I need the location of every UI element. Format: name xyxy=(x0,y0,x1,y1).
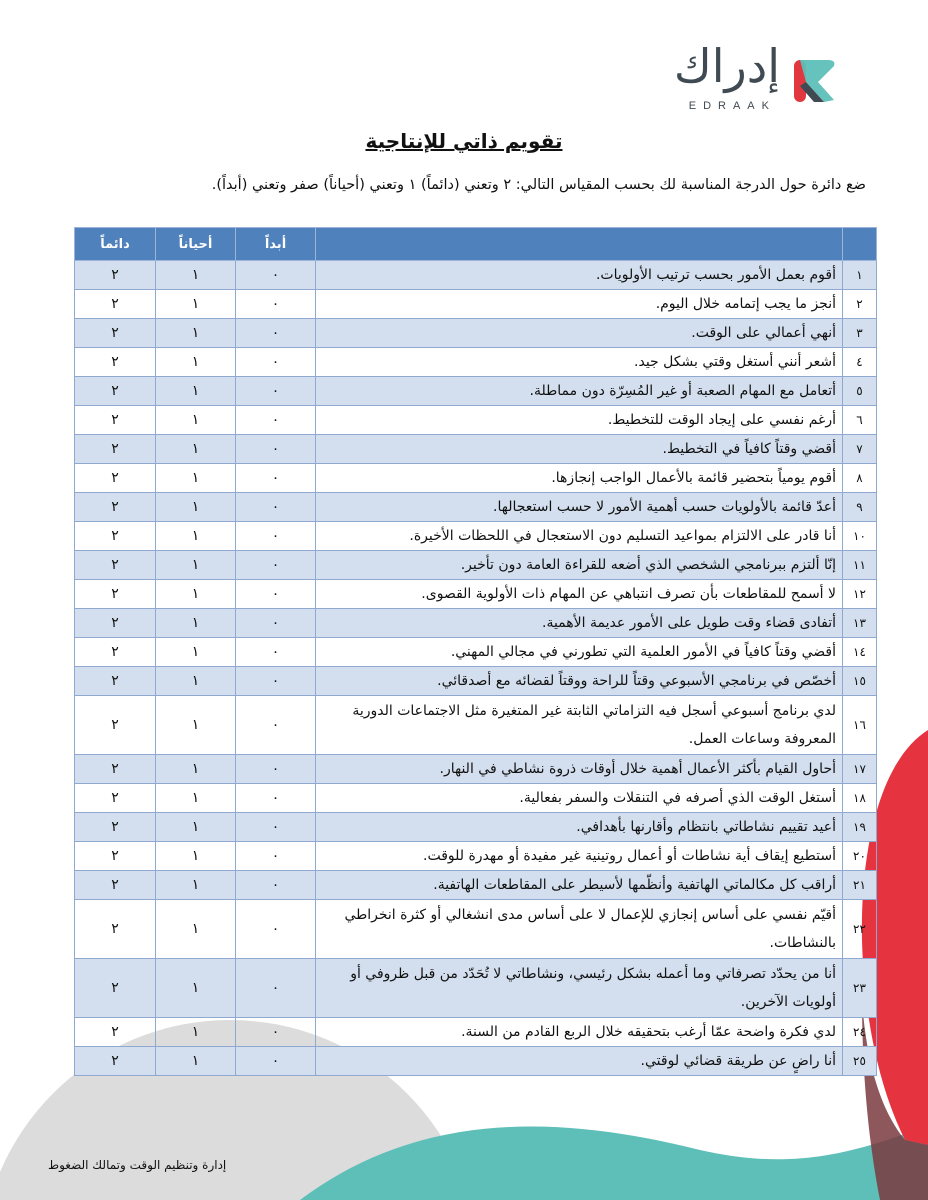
score-never-cell[interactable]: ٠ xyxy=(236,609,316,638)
score-never-cell[interactable]: ٠ xyxy=(236,319,316,348)
score-never-cell[interactable]: ٠ xyxy=(236,580,316,609)
score-sometimes-cell[interactable]: ١ xyxy=(156,842,236,871)
score-always-cell[interactable]: ٢ xyxy=(75,261,156,290)
table-row xyxy=(75,261,877,290)
statement-cell: أرغم نفسي على إيجاد الوقت للتخطيط. xyxy=(316,406,843,435)
score-never-cell[interactable]: ٠ xyxy=(236,813,316,842)
score-sometimes-cell[interactable]: ١ xyxy=(156,261,236,290)
table-row xyxy=(75,696,877,755)
header-never: أبداً xyxy=(236,228,316,261)
statement-cell: لدي برنامج أسبوعي أسجل فيه التزاماتي الثابتة غير المتغيرة مثل الاجتماعات الدورية المعروفة وساعات العمل. xyxy=(316,696,843,755)
score-always-cell[interactable]: ٢ xyxy=(75,435,156,464)
score-sometimes-cell[interactable]: ١ xyxy=(156,522,236,551)
table-row xyxy=(75,464,877,493)
score-never-cell[interactable]: ٠ xyxy=(236,290,316,319)
header-number xyxy=(843,228,877,261)
score-sometimes-cell[interactable]: ١ xyxy=(156,290,236,319)
score-never-cell[interactable]: ٠ xyxy=(236,348,316,377)
score-always-cell[interactable]: ٢ xyxy=(75,813,156,842)
score-sometimes-cell[interactable]: ١ xyxy=(156,959,236,1018)
row-number: ٧ xyxy=(843,435,877,464)
row-number: ٨ xyxy=(843,464,877,493)
score-always-cell[interactable]: ٢ xyxy=(75,871,156,900)
statement-cell: أنجز ما يجب إتمامه خلال اليوم. xyxy=(316,290,843,319)
statement-cell: أقيّم نفسي على أساس إنجازي للإعمال لا على أساس مدى انشغالي أو كثرة انخراطي بالنشاطات. xyxy=(316,900,843,959)
score-sometimes-cell[interactable]: ١ xyxy=(156,871,236,900)
statement-cell: أعدّ قائمة بالأولويات حسب أهمية الأمور لا حسب استعجالها. xyxy=(316,493,843,522)
page-title: تقويم ذاتي للإنتاجية xyxy=(365,129,563,154)
row-number: ٢٠ xyxy=(843,842,877,871)
score-never-cell[interactable]: ٠ xyxy=(236,696,316,755)
score-always-cell[interactable]: ٢ xyxy=(75,784,156,813)
table-row xyxy=(75,522,877,551)
row-number: ١٢ xyxy=(843,580,877,609)
score-never-cell[interactable]: ٠ xyxy=(236,406,316,435)
score-sometimes-cell[interactable]: ١ xyxy=(156,1018,236,1047)
table-row xyxy=(75,900,877,959)
table-row xyxy=(75,493,877,522)
statement-cell: أحاول القيام بأكثر الأعمال أهمية خلال أوقات ذروة نشاطي في النهار. xyxy=(316,755,843,784)
score-sometimes-cell[interactable]: ١ xyxy=(156,813,236,842)
score-always-cell[interactable]: ٢ xyxy=(75,377,156,406)
edraak-logo-mark-icon xyxy=(790,56,840,106)
score-always-cell[interactable]: ٢ xyxy=(75,755,156,784)
score-always-cell[interactable]: ٢ xyxy=(75,609,156,638)
statement-cell: أستطيع إيقاف أية نشاطات أو أعمال روتينية غير مفيدة أو مهدرة للوقت. xyxy=(316,842,843,871)
statement-cell: لا أسمح للمقاطعات بأن تصرف انتباهي عن المهام ذات الأولوية القصوى. xyxy=(316,580,843,609)
score-never-cell[interactable]: ٠ xyxy=(236,638,316,667)
table-row xyxy=(75,871,877,900)
row-number: ٢ xyxy=(843,290,877,319)
row-number: ١٤ xyxy=(843,638,877,667)
header-sometimes: أحياناً xyxy=(156,228,236,261)
logo-english-text: EDRAAK xyxy=(688,100,776,112)
score-sometimes-cell[interactable]: ١ xyxy=(156,406,236,435)
statement-cell: أقوم يومياً بتحضير قائمة بالأعمال الواجب إنجازها. xyxy=(316,464,843,493)
table-row xyxy=(75,1018,877,1047)
table-row xyxy=(75,784,877,813)
score-always-cell[interactable]: ٢ xyxy=(75,580,156,609)
score-never-cell[interactable]: ٠ xyxy=(236,551,316,580)
row-number: ٢٥ xyxy=(843,1047,877,1076)
score-never-cell[interactable]: ٠ xyxy=(236,464,316,493)
row-number: ١ xyxy=(843,261,877,290)
score-always-cell[interactable]: ٢ xyxy=(75,464,156,493)
table-row xyxy=(75,609,877,638)
row-number: ٦ xyxy=(843,406,877,435)
score-sometimes-cell[interactable]: ١ xyxy=(156,609,236,638)
score-always-cell[interactable]: ٢ xyxy=(75,290,156,319)
table-row xyxy=(75,435,877,464)
score-always-cell[interactable]: ٢ xyxy=(75,522,156,551)
statement-cell: أقوم بعمل الأمور بحسب ترتيب الأولويات. xyxy=(316,261,843,290)
score-always-cell[interactable]: ٢ xyxy=(75,493,156,522)
row-number: ١٣ xyxy=(843,609,877,638)
table-row xyxy=(75,959,877,1018)
table-body xyxy=(75,261,877,1076)
table-row xyxy=(75,348,877,377)
score-always-cell[interactable]: ٢ xyxy=(75,638,156,667)
score-never-cell[interactable]: ٠ xyxy=(236,667,316,696)
score-never-cell[interactable]: ٠ xyxy=(236,261,316,290)
score-never-cell[interactable]: ٠ xyxy=(236,1047,316,1076)
score-always-cell[interactable]: ٢ xyxy=(75,842,156,871)
statement-cell: أنا قادر على الالتزام بمواعيد التسليم دون الاستعجال في اللحظات الأخيرة. xyxy=(316,522,843,551)
row-number: ٩ xyxy=(843,493,877,522)
statement-cell: إنّا ألتزم ببرنامجي الشخصي الذي أضعه للقراءة العامة دون تأخير. xyxy=(316,551,843,580)
score-always-cell[interactable]: ٢ xyxy=(75,348,156,377)
row-number: ١٨ xyxy=(843,784,877,813)
statement-cell: أستغل الوقت الذي أصرفه في التنقلات والسفر بفعالية. xyxy=(316,784,843,813)
score-never-cell[interactable]: ٠ xyxy=(236,435,316,464)
table-row xyxy=(75,377,877,406)
score-always-cell[interactable]: ٢ xyxy=(75,551,156,580)
row-number: ٢١ xyxy=(843,871,877,900)
statement-cell: أنهي أعمالي على الوقت. xyxy=(316,319,843,348)
edraak-logo xyxy=(590,36,840,116)
score-sometimes-cell[interactable]: ١ xyxy=(156,551,236,580)
table-row xyxy=(75,551,877,580)
row-number: ١١ xyxy=(843,551,877,580)
row-number: ٢٣ xyxy=(843,959,877,1018)
row-number: ٢٤ xyxy=(843,1018,877,1047)
score-never-cell[interactable]: ٠ xyxy=(236,493,316,522)
score-sometimes-cell[interactable]: ١ xyxy=(156,755,236,784)
row-number: ١٥ xyxy=(843,667,877,696)
row-number: ١٧ xyxy=(843,755,877,784)
row-number: ٢٢ xyxy=(843,900,877,959)
table-row xyxy=(75,667,877,696)
statement-cell: أنا من يحدّد تصرفاتي وما أعمله بشكل رئيسي، ونشاطاتي لا تُحَدّد من قبل ظروفي أو أولويات الآخرين. xyxy=(316,959,843,1018)
logo-arabic-text: إدراك xyxy=(673,39,780,93)
statement-cell: أخصّص في برنامجي الأسبوعي وقتاً للراحة ووقتاً لقضائه مع أصدقائي. xyxy=(316,667,843,696)
score-never-cell[interactable]: ٠ xyxy=(236,959,316,1018)
score-sometimes-cell[interactable]: ١ xyxy=(156,464,236,493)
table-row xyxy=(75,813,877,842)
statement-cell: أعيد تقييم نشاطاتي بانتظام وأقارنها بأهدافي. xyxy=(316,813,843,842)
score-never-cell[interactable]: ٠ xyxy=(236,377,316,406)
table-row xyxy=(75,842,877,871)
table-header-row xyxy=(75,228,877,261)
score-always-cell[interactable]: ٢ xyxy=(75,1047,156,1076)
footer-text: إدارة وتنظيم الوقت وتمالك الضغوط xyxy=(48,1158,227,1172)
table-row xyxy=(75,290,877,319)
table-row xyxy=(75,406,877,435)
score-sometimes-cell[interactable]: ١ xyxy=(156,493,236,522)
statement-cell: أنا راضٍ عن طريقة قضائي لوقتي. xyxy=(316,1047,843,1076)
statement-cell: أشعر أنني أستغل وقتي بشكل جيد. xyxy=(316,348,843,377)
statement-cell: أقضي وقتاً كافياً في الأمور العلمية التي تطورني في مجالي المهني. xyxy=(316,638,843,667)
score-sometimes-cell[interactable]: ١ xyxy=(156,638,236,667)
table-row xyxy=(75,580,877,609)
statement-cell: أراقب كل مكالماتي الهاتفية وأنظّمها لأسيطر على المقاطعات الهاتفية. xyxy=(316,871,843,900)
score-always-cell[interactable]: ٢ xyxy=(75,319,156,348)
row-number: ١٩ xyxy=(843,813,877,842)
statement-cell: أتفادى قضاء وقت طويل على الأمور عديمة الأهمية. xyxy=(316,609,843,638)
table-row xyxy=(75,755,877,784)
row-number: ١٠ xyxy=(843,522,877,551)
score-never-cell[interactable]: ٠ xyxy=(236,755,316,784)
score-never-cell[interactable]: ٠ xyxy=(236,522,316,551)
score-never-cell[interactable]: ٠ xyxy=(236,784,316,813)
header-always: دائماً xyxy=(75,228,156,261)
statement-cell: أتعامل مع المهام الصعبة أو غير المُسِرّة دون مماطلة. xyxy=(316,377,843,406)
score-always-cell[interactable]: ٢ xyxy=(75,667,156,696)
table-row xyxy=(75,1047,877,1076)
score-sometimes-cell[interactable]: ١ xyxy=(156,1047,236,1076)
row-number: ١٦ xyxy=(843,696,877,755)
score-never-cell[interactable]: ٠ xyxy=(236,900,316,959)
score-sometimes-cell[interactable]: ١ xyxy=(156,435,236,464)
header-statement xyxy=(316,228,843,261)
score-sometimes-cell[interactable]: ١ xyxy=(156,377,236,406)
table-row xyxy=(75,319,877,348)
score-never-cell[interactable]: ٠ xyxy=(236,871,316,900)
row-number: ٤ xyxy=(843,348,877,377)
score-always-cell[interactable]: ٢ xyxy=(75,959,156,1018)
score-always-cell[interactable]: ٢ xyxy=(75,1018,156,1047)
score-never-cell[interactable]: ٠ xyxy=(236,1018,316,1047)
instructions-text: ضع دائرة حول الدرجة المناسبة لك بحسب المقياس التالي: ٢ وتعني (دائماً) ١ وتعني (أحياناً) صفر وتعني (أبداً). xyxy=(211,177,866,193)
score-always-cell[interactable]: ٢ xyxy=(75,696,156,755)
table-row xyxy=(75,638,877,667)
score-sometimes-cell[interactable]: ١ xyxy=(156,696,236,755)
score-always-cell[interactable]: ٢ xyxy=(75,900,156,959)
score-sometimes-cell[interactable]: ١ xyxy=(156,667,236,696)
score-sometimes-cell[interactable]: ١ xyxy=(156,580,236,609)
row-number: ٥ xyxy=(843,377,877,406)
self-evaluation-table xyxy=(74,227,877,1076)
score-sometimes-cell[interactable]: ١ xyxy=(156,900,236,959)
score-always-cell[interactable]: ٢ xyxy=(75,406,156,435)
row-number: ٣ xyxy=(843,319,877,348)
score-never-cell[interactable]: ٠ xyxy=(236,842,316,871)
score-sometimes-cell[interactable]: ١ xyxy=(156,784,236,813)
score-sometimes-cell[interactable]: ١ xyxy=(156,348,236,377)
statement-cell: أقضي وقتاً كافياً في التخطيط. xyxy=(316,435,843,464)
score-sometimes-cell[interactable]: ١ xyxy=(156,319,236,348)
statement-cell: لدي فكرة واضحة عمّا أرغب بتحقيقه خلال الربع القادم من السنة. xyxy=(316,1018,843,1047)
